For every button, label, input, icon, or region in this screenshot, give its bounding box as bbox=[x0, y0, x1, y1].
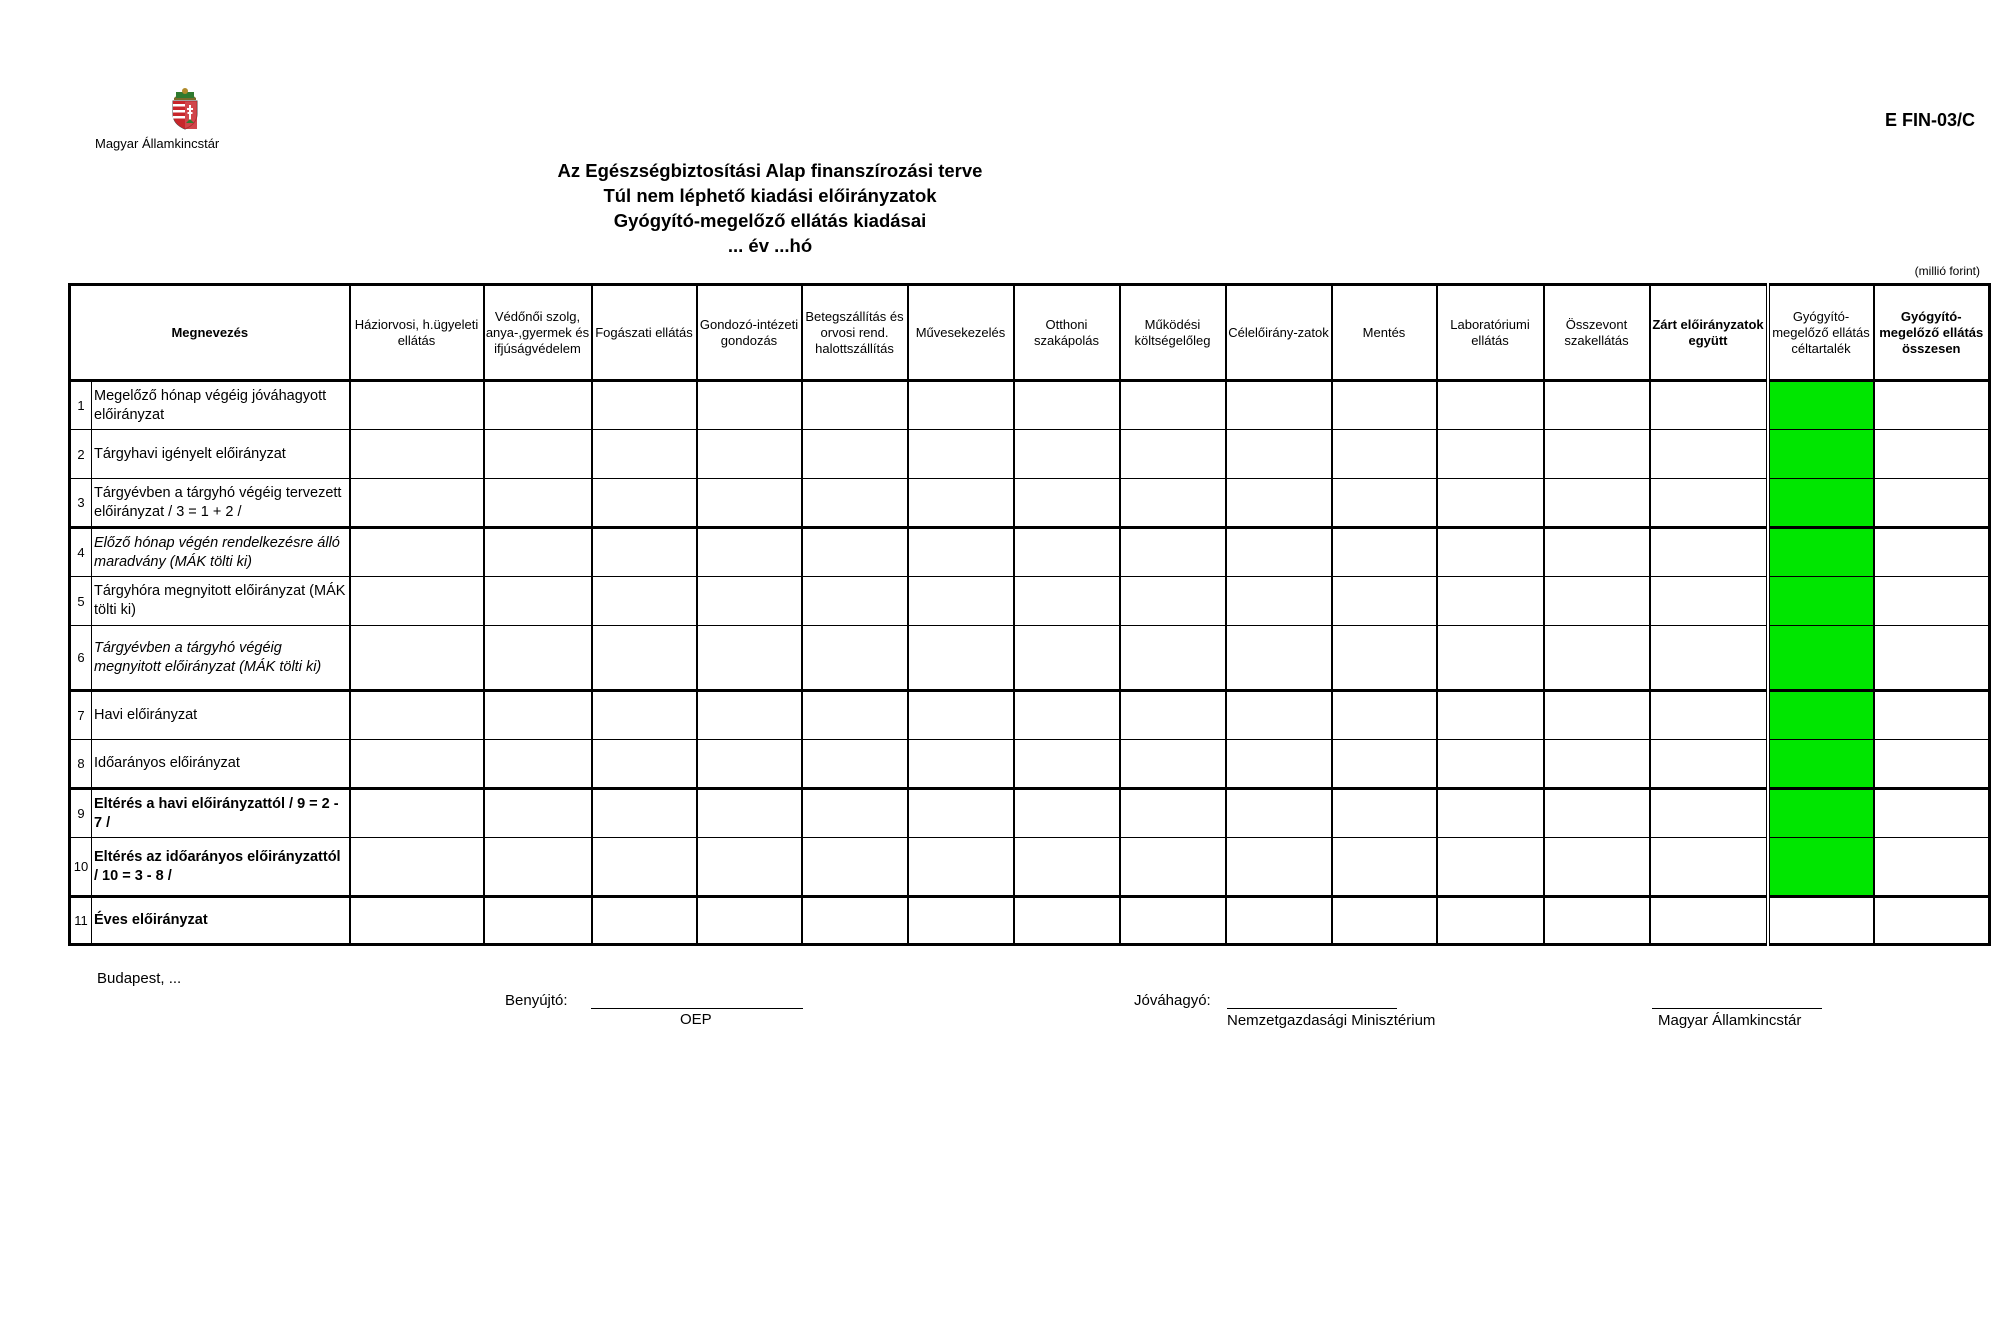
row-label: Időarányos előirányzat bbox=[92, 740, 350, 789]
row-label: Tárgyévben a tárgyhó végéig megnyitott előirányzat (MÁK tölti ki) bbox=[92, 626, 350, 691]
value-cell[interactable] bbox=[350, 528, 484, 577]
value-cell[interactable] bbox=[350, 789, 484, 838]
value-cell[interactable] bbox=[1768, 789, 1874, 838]
value-cell[interactable] bbox=[1120, 577, 1226, 626]
value-cell[interactable] bbox=[1120, 528, 1226, 577]
row-number: 11 bbox=[70, 897, 92, 945]
row-number: 3 bbox=[70, 479, 92, 528]
value-cell[interactable] bbox=[1874, 577, 1990, 626]
value-cell[interactable] bbox=[802, 691, 908, 740]
value-cell[interactable] bbox=[484, 691, 592, 740]
value-cell[interactable] bbox=[1226, 626, 1332, 691]
column-header-3: Fogászati ellátás bbox=[592, 285, 697, 381]
value-cell[interactable] bbox=[1120, 430, 1226, 479]
value-cell[interactable] bbox=[592, 789, 697, 838]
value-cell[interactable] bbox=[1332, 691, 1437, 740]
value-cell[interactable] bbox=[1332, 740, 1437, 789]
value-cell[interactable] bbox=[1120, 897, 1226, 945]
org-name: Magyar Államkincstár bbox=[95, 136, 220, 151]
row-number: 9 bbox=[70, 789, 92, 838]
value-cell[interactable] bbox=[802, 528, 908, 577]
value-cell[interactable] bbox=[1544, 838, 1650, 897]
approver-org-2: Magyar Államkincstár bbox=[1658, 1012, 1802, 1029]
budget-table bbox=[68, 283, 1991, 946]
value-cell[interactable] bbox=[350, 740, 484, 789]
value-cell[interactable] bbox=[350, 626, 484, 691]
row-number: 7 bbox=[70, 691, 92, 740]
value-cell[interactable] bbox=[697, 528, 802, 577]
value-cell[interactable] bbox=[802, 430, 908, 479]
value-cell[interactable] bbox=[1874, 740, 1990, 789]
row-label: Tárgyévben a tárgyhó végéig tervezett előirányzat / 3 = 1 + 2 / bbox=[92, 479, 350, 528]
value-cell[interactable] bbox=[1768, 528, 1874, 577]
value-cell[interactable] bbox=[1332, 479, 1437, 528]
approver-signature-line-1[interactable] bbox=[1227, 1008, 1397, 1009]
column-header-1: Háziorvosi, h.ügyeleti ellátás bbox=[350, 285, 484, 381]
row-label: Tárgyhavi igényelt előirányzat bbox=[92, 430, 350, 479]
value-cell[interactable] bbox=[1437, 479, 1544, 528]
table-row bbox=[70, 577, 1990, 626]
value-cell[interactable] bbox=[1226, 789, 1332, 838]
value-cell[interactable] bbox=[1332, 838, 1437, 897]
value-cell[interactable] bbox=[1226, 528, 1332, 577]
value-cell[interactable] bbox=[802, 577, 908, 626]
value-cell[interactable] bbox=[1650, 381, 1768, 430]
column-header-name: Megnevezés bbox=[70, 285, 350, 381]
value-cell[interactable] bbox=[350, 691, 484, 740]
value-cell[interactable] bbox=[592, 528, 697, 577]
column-header-5: Betegszállítás és orvosi rend. halottszállítás bbox=[802, 285, 908, 381]
title-line-3: Gyógyító-megelőző ellátás kiadásai bbox=[613, 210, 927, 231]
value-cell[interactable] bbox=[1544, 626, 1650, 691]
value-cell[interactable] bbox=[484, 789, 592, 838]
table-row bbox=[70, 789, 1990, 838]
value-cell[interactable] bbox=[1120, 789, 1226, 838]
value-cell[interactable] bbox=[1544, 479, 1650, 528]
value-cell[interactable] bbox=[1874, 789, 1990, 838]
value-cell[interactable] bbox=[802, 838, 908, 897]
row-number: 1 bbox=[70, 381, 92, 430]
row-number: 8 bbox=[70, 740, 92, 789]
row-number: 2 bbox=[70, 430, 92, 479]
value-cell[interactable] bbox=[350, 479, 484, 528]
value-cell[interactable] bbox=[1226, 691, 1332, 740]
value-cell[interactable] bbox=[1650, 740, 1768, 789]
value-cell[interactable] bbox=[1874, 430, 1990, 479]
value-cell[interactable] bbox=[484, 740, 592, 789]
value-cell[interactable] bbox=[908, 381, 1014, 430]
value-cell[interactable] bbox=[350, 430, 484, 479]
approver-label: Jóváhagyó: bbox=[1134, 992, 1211, 1009]
value-cell[interactable] bbox=[484, 897, 592, 945]
value-cell[interactable] bbox=[802, 381, 908, 430]
column-header-13: Zárt előirányzatok együtt bbox=[1650, 285, 1768, 381]
value-cell[interactable] bbox=[1120, 691, 1226, 740]
coat-of-arms-emblem bbox=[168, 86, 202, 130]
row-label: Eltérés a havi előirányzattól / 9 = 2 - 7 / bbox=[92, 789, 350, 838]
value-cell[interactable] bbox=[1332, 626, 1437, 691]
value-cell[interactable] bbox=[1014, 577, 1120, 626]
form-code: E FIN-03/C bbox=[1884, 110, 1975, 130]
column-header-11: Laboratóriumi ellátás bbox=[1437, 285, 1544, 381]
value-cell[interactable] bbox=[1874, 479, 1990, 528]
value-cell[interactable] bbox=[1014, 479, 1120, 528]
column-header-7: Otthoni szakápolás bbox=[1014, 285, 1120, 381]
column-header-8: Működési költségelőleg bbox=[1120, 285, 1226, 381]
value-cell[interactable] bbox=[484, 479, 592, 528]
value-cell[interactable] bbox=[1226, 381, 1332, 430]
value-cell[interactable] bbox=[1768, 838, 1874, 897]
title-line-2: Túl nem léphető kiadási előirányzatok bbox=[603, 185, 937, 206]
value-cell[interactable] bbox=[592, 479, 697, 528]
value-cell[interactable] bbox=[1226, 479, 1332, 528]
value-cell[interactable] bbox=[1874, 381, 1990, 430]
value-cell[interactable] bbox=[1768, 381, 1874, 430]
value-cell[interactable] bbox=[1437, 838, 1544, 897]
document-title-block bbox=[0, 158, 1540, 258]
value-cell[interactable] bbox=[697, 838, 802, 897]
value-cell[interactable] bbox=[1437, 528, 1544, 577]
value-cell[interactable] bbox=[484, 430, 592, 479]
value-cell[interactable] bbox=[1014, 626, 1120, 691]
value-cell[interactable] bbox=[592, 897, 697, 945]
value-cell[interactable] bbox=[1544, 381, 1650, 430]
value-cell[interactable] bbox=[1332, 381, 1437, 430]
value-cell[interactable] bbox=[1226, 577, 1332, 626]
value-cell[interactable] bbox=[697, 381, 802, 430]
value-cell[interactable] bbox=[1874, 897, 1990, 945]
value-cell[interactable] bbox=[1544, 789, 1650, 838]
submitter-label: Benyújtó: bbox=[505, 992, 568, 1009]
column-header-12: Összevont szakellátás bbox=[1544, 285, 1650, 381]
value-cell[interactable] bbox=[484, 577, 592, 626]
value-cell[interactable] bbox=[1120, 381, 1226, 430]
value-cell[interactable] bbox=[1650, 479, 1768, 528]
value-cell[interactable] bbox=[1768, 626, 1874, 691]
table-row bbox=[70, 479, 1990, 528]
table-row bbox=[70, 381, 1990, 430]
table-row bbox=[70, 626, 1990, 691]
value-cell[interactable] bbox=[350, 577, 484, 626]
value-cell[interactable] bbox=[1014, 381, 1120, 430]
column-header-2: Védőnői szolg, anya-,gyermek és ifjúságvédelem bbox=[484, 285, 592, 381]
value-cell[interactable] bbox=[802, 626, 908, 691]
value-cell[interactable] bbox=[1437, 897, 1544, 945]
unit-note: (millió forint) bbox=[1914, 264, 1980, 278]
value-cell[interactable] bbox=[592, 430, 697, 479]
column-header-4: Gondozó-intézeti gondozás bbox=[697, 285, 802, 381]
value-cell[interactable] bbox=[697, 691, 802, 740]
value-cell[interactable] bbox=[1874, 626, 1990, 691]
title-line-4: ... év ...hó bbox=[727, 235, 813, 256]
table-row bbox=[70, 897, 1990, 945]
value-cell[interactable] bbox=[1650, 691, 1768, 740]
value-cell[interactable] bbox=[1768, 479, 1874, 528]
value-cell[interactable] bbox=[908, 479, 1014, 528]
value-cell[interactable] bbox=[1437, 430, 1544, 479]
value-cell[interactable] bbox=[697, 577, 802, 626]
value-cell[interactable] bbox=[908, 577, 1014, 626]
value-cell[interactable] bbox=[1544, 740, 1650, 789]
row-number: 4 bbox=[70, 528, 92, 577]
value-cell[interactable] bbox=[592, 740, 697, 789]
submitter-org: OEP bbox=[680, 1011, 712, 1028]
row-number: 5 bbox=[70, 577, 92, 626]
value-cell[interactable] bbox=[1120, 838, 1226, 897]
value-cell[interactable] bbox=[802, 897, 908, 945]
value-cell[interactable] bbox=[1874, 838, 1990, 897]
value-cell[interactable] bbox=[1650, 528, 1768, 577]
value-cell[interactable] bbox=[802, 740, 908, 789]
table-row bbox=[70, 838, 1990, 897]
value-cell[interactable] bbox=[1014, 528, 1120, 577]
value-cell[interactable] bbox=[1332, 897, 1437, 945]
row-label: Eltérés az időarányos előirányzattól / 10 = 3 - 8 / bbox=[92, 838, 350, 897]
value-cell[interactable] bbox=[908, 430, 1014, 479]
row-label: Tárgyhóra megnyitott előirányzat (MÁK tölti ki) bbox=[92, 577, 350, 626]
value-cell[interactable] bbox=[1544, 430, 1650, 479]
value-cell[interactable] bbox=[1874, 691, 1990, 740]
value-cell[interactable] bbox=[1014, 838, 1120, 897]
table-row bbox=[70, 740, 1990, 789]
place-date: Budapest, ... bbox=[97, 970, 182, 987]
value-cell[interactable] bbox=[1768, 740, 1874, 789]
value-cell[interactable] bbox=[1014, 897, 1120, 945]
value-cell[interactable] bbox=[1768, 691, 1874, 740]
value-cell[interactable] bbox=[1437, 626, 1544, 691]
value-cell[interactable] bbox=[908, 740, 1014, 789]
value-cell[interactable] bbox=[1332, 789, 1437, 838]
value-cell[interactable] bbox=[1437, 789, 1544, 838]
value-cell[interactable] bbox=[484, 528, 592, 577]
value-cell[interactable] bbox=[1226, 430, 1332, 479]
value-cell[interactable] bbox=[1544, 577, 1650, 626]
value-cell[interactable] bbox=[592, 838, 697, 897]
value-cell[interactable] bbox=[1437, 740, 1544, 789]
value-cell[interactable] bbox=[350, 838, 484, 897]
value-cell[interactable] bbox=[1014, 691, 1120, 740]
row-label: Megelőző hónap végéig jóváhagyott előirányzat bbox=[92, 381, 350, 430]
column-header-10: Mentés bbox=[1332, 285, 1437, 381]
value-cell[interactable] bbox=[1437, 577, 1544, 626]
value-cell[interactable] bbox=[592, 691, 697, 740]
column-header-14: Gyógyító-megelőző ellátás céltartalék bbox=[1768, 285, 1874, 381]
value-cell[interactable] bbox=[484, 626, 592, 691]
row-label: Éves előirányzat bbox=[92, 897, 350, 945]
value-cell[interactable] bbox=[1544, 897, 1650, 945]
value-cell[interactable] bbox=[697, 479, 802, 528]
value-cell[interactable] bbox=[908, 626, 1014, 691]
value-cell[interactable] bbox=[592, 577, 697, 626]
value-cell[interactable] bbox=[350, 897, 484, 945]
value-cell[interactable] bbox=[1874, 528, 1990, 577]
value-cell[interactable] bbox=[908, 528, 1014, 577]
value-cell[interactable] bbox=[1226, 897, 1332, 945]
row-label: Havi előirányzat bbox=[92, 691, 350, 740]
value-cell[interactable] bbox=[908, 691, 1014, 740]
value-cell[interactable] bbox=[1650, 838, 1768, 897]
value-cell[interactable] bbox=[908, 897, 1014, 945]
value-cell[interactable] bbox=[592, 381, 697, 430]
value-cell[interactable] bbox=[697, 789, 802, 838]
submitter-signature-line[interactable] bbox=[591, 1008, 803, 1009]
value-cell[interactable] bbox=[1544, 691, 1650, 740]
value-cell[interactable] bbox=[802, 479, 908, 528]
value-cell[interactable] bbox=[1650, 789, 1768, 838]
value-cell[interactable] bbox=[1650, 897, 1768, 945]
value-cell[interactable] bbox=[592, 626, 697, 691]
value-cell[interactable] bbox=[1014, 430, 1120, 479]
value-cell[interactable] bbox=[697, 740, 802, 789]
column-header-15: Gyógyító-megelőző ellátás összesen bbox=[1874, 285, 1990, 381]
row-label: Előző hónap végén rendelkezésre álló maradvány (MÁK tölti ki) bbox=[92, 528, 350, 577]
value-cell[interactable] bbox=[1768, 897, 1874, 945]
value-cell[interactable] bbox=[697, 430, 802, 479]
value-cell[interactable] bbox=[1226, 740, 1332, 789]
value-cell[interactable] bbox=[1544, 528, 1650, 577]
column-header-6: Művesekezelés bbox=[908, 285, 1014, 381]
value-cell[interactable] bbox=[1332, 528, 1437, 577]
value-cell[interactable] bbox=[1332, 430, 1437, 479]
value-cell[interactable] bbox=[1120, 740, 1226, 789]
value-cell[interactable] bbox=[1650, 626, 1768, 691]
value-cell[interactable] bbox=[697, 626, 802, 691]
value-cell[interactable] bbox=[802, 789, 908, 838]
value-cell[interactable] bbox=[1014, 789, 1120, 838]
column-header-9: Célelőirány-zatok bbox=[1226, 285, 1332, 381]
approver-signature-line-2[interactable] bbox=[1652, 1008, 1822, 1009]
approver-org-1: Nemzetgazdasági Minisztérium bbox=[1227, 1012, 1436, 1029]
value-cell[interactable] bbox=[1768, 577, 1874, 626]
value-cell[interactable] bbox=[1437, 381, 1544, 430]
value-cell[interactable] bbox=[484, 838, 592, 897]
row-number: 10 bbox=[70, 838, 92, 897]
value-cell[interactable] bbox=[1226, 838, 1332, 897]
value-cell[interactable] bbox=[350, 381, 484, 430]
value-cell[interactable] bbox=[1120, 626, 1226, 691]
table-row bbox=[70, 528, 1990, 577]
title-line-1: Az Egészségbiztosítási Alap finanszírozási terve bbox=[557, 160, 983, 181]
table-row bbox=[70, 430, 1990, 479]
value-cell[interactable] bbox=[1650, 577, 1768, 626]
value-cell[interactable] bbox=[1437, 691, 1544, 740]
value-cell[interactable] bbox=[697, 897, 802, 945]
value-cell[interactable] bbox=[1014, 740, 1120, 789]
value-cell[interactable] bbox=[484, 381, 592, 430]
value-cell[interactable] bbox=[1332, 577, 1437, 626]
table-row bbox=[70, 691, 1990, 740]
value-cell[interactable] bbox=[1768, 430, 1874, 479]
value-cell[interactable] bbox=[1120, 479, 1226, 528]
value-cell[interactable] bbox=[1650, 430, 1768, 479]
value-cell[interactable] bbox=[908, 838, 1014, 897]
value-cell[interactable] bbox=[908, 789, 1014, 838]
row-number: 6 bbox=[70, 626, 92, 691]
